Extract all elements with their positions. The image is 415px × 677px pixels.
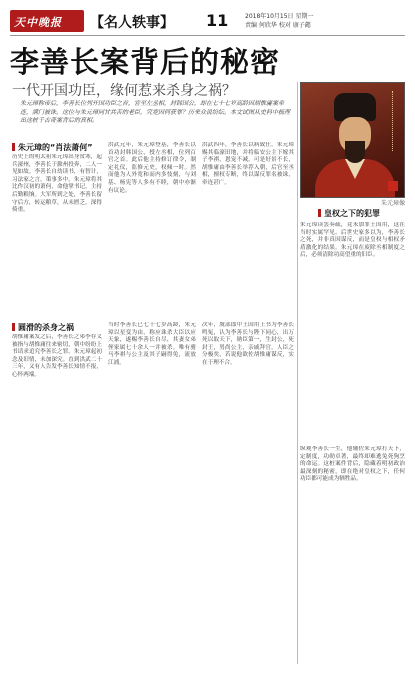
article-column: 朱元璋读罢奏疏，竟未加罪王国用，这在当时实属罕见。后世史家多以为，李善长之死，并非真因谋反，而是皇权与相权矛盾激化的结果。朱元璋在废除丞相制度之后，必须清除功高望重的旧臣。: [300, 222, 405, 259]
article-column: 洪武四年，李善长以病致仕，朱元璋赐其临濠田地，并将临安公主下嫁其子李祺，恩宠不减。可是好景不长，胡惟庸由李善长举荐入朝，后官至丞相，擅权专断，终以谋反罪名被诛，牵连甚广。: [202, 142, 294, 186]
article-column: 洪武元年，朱元璋登基，李善长以首功封韩国公，授左丞相，位列百官之首。此后他主持修订律令，制定礼仪，监修元史，权倾一时。然而他为人外宽和而内多忮刻，与刘基、杨宪等人多有不睦，朝中亦渐有议论。: [108, 142, 196, 194]
newspaper-logo: [10, 10, 84, 32]
section-title: 【名人轶事】: [90, 15, 174, 31]
masthead: [10, 10, 405, 36]
page-number: 11: [206, 11, 229, 30]
article-column: 纵观李善长一生，他辅佐朱元璋打天下，定制度，功勋卓著，最终却难逃兔死狗烹的命运。这桩案件背后，隐藏着明初政治最深刻的秘密，即在绝对皇权之下，任何功臣都可能成为牺牲品。: [300, 446, 405, 483]
portrait-image: [300, 82, 405, 198]
article-column: 历史上的明太祖朱元璋出身贫寒，起兵濠州，李善长于滁州投奔，二人一见如故。李善长自幼读书，有智计，习法家之言，策事多中。朱元璋将其比作汉初的萧何，命他掌书记，主持后勤粮饷。大军所到之处，李善长留守后方，转运粮草，从未匮乏，深得倚重。: [12, 154, 102, 214]
logo-text: 天中晚报: [14, 16, 62, 29]
article-column: 次年，虞部郎中王国用上书为李善长鸣冤，认为李善长与陛下同心，出万死以取天下，勋臣第一，生封公，死封王，男尚公主，亲戚拜官，人臣之分极矣，若说他欲佐胡惟庸谋反，实在于理不合。: [202, 322, 294, 366]
section-heading-2: 圆滑的杀身之祸: [12, 322, 74, 333]
article-lead: 朱元璋称帝后，李善长位列开国功臣之首，官至左丞相，封韩国公，却在七十七岁高龄因胡惟庸案牵连，满门被诛。这位与朱元璋同甘共苦的老臣，究竟因何获罪？历来众说纷纭。本文试图从史料中梳理出这桩千古奇案背后的真相。: [20, 100, 291, 124]
portrait-caption: 朱元璋像: [380, 200, 405, 207]
issue-info: [245, 12, 405, 30]
inscription-mark: [392, 91, 400, 151]
section-heading-1: 朱元璋的“肖法萧何”: [12, 142, 93, 153]
article-headline: 李善长案背后的秘密: [10, 45, 281, 79]
editor-credits: 责编 何欣华 校对 康子懿: [245, 22, 311, 29]
section-heading-3: 皇权之下的犯罪: [318, 208, 380, 219]
article-column: 胡惟庸案发之后，李善长之弟李存义被指与胡惟庸往来密切，朝中纷纷上书请求追究李善长之罪。朱元璋起初念及旧情，未加深究。直到洪武二十三年，又有人告发李善长知情不报，心怀两端。: [12, 334, 102, 378]
column-divider: [297, 82, 298, 664]
issue-date: 2018年10月15日 星期一: [245, 13, 314, 20]
article-column: 当时李善长已七十七岁高龄，朱元璋以星变为由，称应诛杀大臣以应天象，遂赐李善长自尽，其妻女弟侄家属七十余人一并被杀。唯有驸马李祺与公主及其子嗣得免，流放江浦。: [108, 322, 196, 366]
seal-stamp: [388, 181, 398, 191]
article-subhead: 一代开国功臣，缘何惹来杀身之祸？: [12, 83, 236, 99]
